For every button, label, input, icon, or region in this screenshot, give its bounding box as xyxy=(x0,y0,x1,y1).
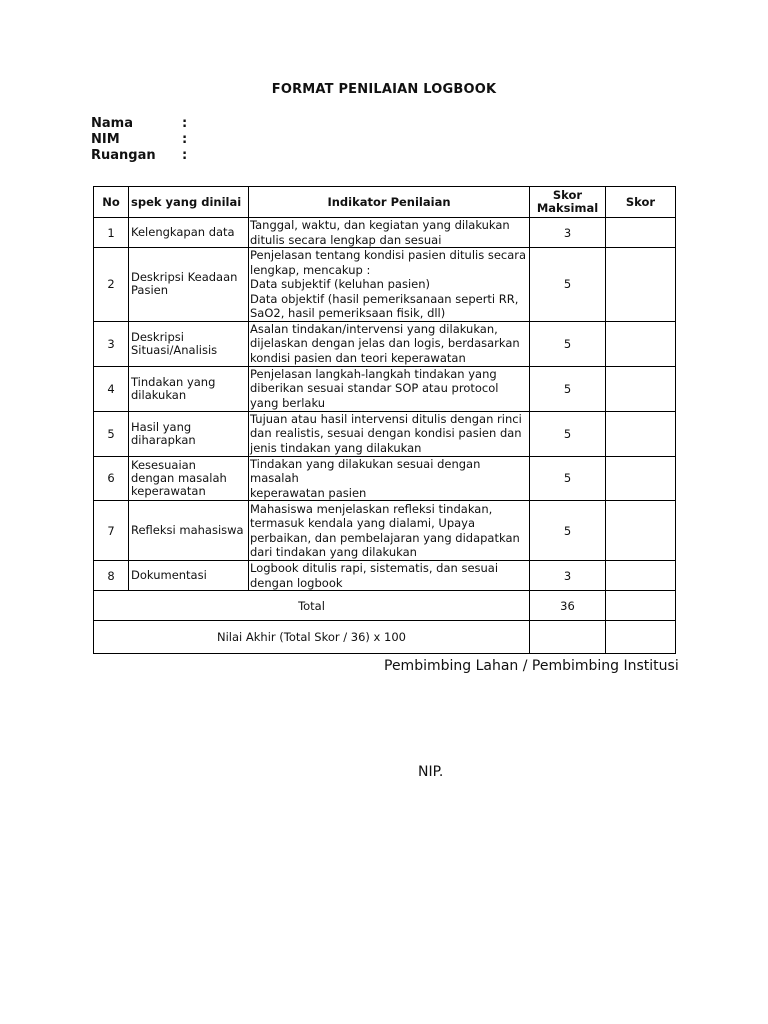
header-no: No xyxy=(94,187,129,218)
identity-row-nama xyxy=(91,116,187,132)
header-skor: Skor xyxy=(606,187,676,218)
indicator-cell xyxy=(249,366,530,411)
indicator-line: Mahasiswa menjelaskan refleksi tindakan, xyxy=(250,501,493,516)
aspect-line: Dokumentasi xyxy=(131,568,207,582)
table-row xyxy=(94,321,676,366)
score-cell[interactable] xyxy=(606,321,676,366)
indicator-cell xyxy=(249,501,530,561)
indicator-cell xyxy=(249,321,530,366)
indicator-line: lengkap, mencakup : xyxy=(250,262,371,277)
indicator-line: kondisi pasien dan teori keperawatan xyxy=(250,350,466,365)
total-row xyxy=(94,591,676,621)
row-number: 6 xyxy=(94,456,129,501)
table-row xyxy=(94,248,676,322)
ruangan-colon: : xyxy=(182,148,188,163)
nim-colon: : xyxy=(182,132,188,147)
identity-block xyxy=(91,116,187,164)
indicator-line: dijelaskan dengan jelas dan logis, berdasarkan xyxy=(250,336,520,351)
total-value: 36 xyxy=(530,591,606,621)
score-cell[interactable] xyxy=(606,218,676,248)
indicator-line: perbaikan, dan pembelajaran yang didapatkan xyxy=(250,530,520,545)
assessment-table xyxy=(93,186,676,654)
header-aspek: spek yang dinilai xyxy=(129,187,249,218)
table-header-row xyxy=(94,187,676,218)
score-cell[interactable] xyxy=(606,561,676,591)
indicator-line: Logbook ditulis rapi, sistematis, dan sesuai xyxy=(250,561,499,575)
aspect-cell xyxy=(129,411,249,456)
row-number: 7 xyxy=(94,501,129,561)
header-skor-maksimal-line2: Maksimal xyxy=(536,201,599,215)
indicator-line: diberikan sesuai standar SOP atau protocol xyxy=(250,381,499,396)
aspect-cell xyxy=(129,366,249,411)
aspect-line: Tindakan yang xyxy=(131,374,216,389)
table-row xyxy=(94,411,676,456)
indicator-line: yang berlaku xyxy=(250,395,326,410)
indicator-line: termasuk kendala yang dialami, Upaya xyxy=(250,516,476,530)
final-score-row xyxy=(94,621,676,654)
indicator-cell xyxy=(249,248,530,322)
row-number: 1 xyxy=(94,218,129,248)
aspect-line: Refleksi mahasiswa xyxy=(131,523,244,537)
nama-colon: : xyxy=(182,116,188,131)
indicator-cell xyxy=(249,456,530,501)
aspect-line: Kesesuaian xyxy=(131,457,196,472)
indicator-line: Tanggal, waktu, dan kegiatan yang dilakukan xyxy=(250,218,510,232)
max-score-cell: 5 xyxy=(530,456,606,501)
row-number: 4 xyxy=(94,366,129,411)
max-score-cell: 3 xyxy=(530,218,606,248)
max-score-cell: 5 xyxy=(530,248,606,322)
aspect-line: Kelengkapan data xyxy=(131,225,235,239)
indicator-cell xyxy=(249,411,530,456)
aspect-cell xyxy=(129,456,249,501)
indicator-line: dari tindakan yang dilakukan xyxy=(250,545,417,559)
row-number: 3 xyxy=(94,321,129,366)
table-row xyxy=(94,561,676,591)
total-score-cell[interactable] xyxy=(606,591,676,621)
row-number: 8 xyxy=(94,561,129,591)
aspect-cell xyxy=(129,218,249,248)
score-cell[interactable] xyxy=(606,501,676,561)
final-score-label: Nilai Akhir (Total Skor / 36) x 100 xyxy=(94,621,530,654)
aspect-cell xyxy=(129,248,249,322)
max-score-cell: 5 xyxy=(530,321,606,366)
score-cell[interactable] xyxy=(606,411,676,456)
indicator-line: Data subjektif (keluhan pasien) xyxy=(250,277,430,291)
max-score-cell: 3 xyxy=(530,561,606,591)
score-cell[interactable] xyxy=(606,456,676,501)
aspect-line: Situasi/Analisis xyxy=(131,342,218,357)
max-score-cell: 5 xyxy=(530,366,606,411)
table-row xyxy=(94,501,676,561)
aspect-line: diharapkan xyxy=(131,432,196,447)
aspect-cell xyxy=(129,561,249,591)
indicator-line: ditulis secara lengkap dan sesuai xyxy=(250,232,442,247)
indicator-line: SaO2, hasil pemeriksaan fisik, dll) xyxy=(250,306,446,320)
indicator-line: jenis tindakan yang dilakukan xyxy=(250,440,422,455)
max-score-cell: 5 xyxy=(530,501,606,561)
identity-row-nim xyxy=(91,132,187,148)
nip-label: NIP. xyxy=(418,764,444,780)
aspect-line: Deskripsi xyxy=(131,329,184,344)
score-cell[interactable] xyxy=(606,366,676,411)
nama-label: Nama xyxy=(91,116,133,131)
final-score-cell[interactable] xyxy=(606,621,676,654)
nim-label: NIM xyxy=(91,132,120,147)
indicator-line: dengan logbook xyxy=(250,575,343,590)
identity-row-ruangan xyxy=(91,148,187,164)
indicator-line: Asalan tindakan/intervensi yang dilakukan, xyxy=(250,321,498,336)
table-row xyxy=(94,218,676,248)
table-row xyxy=(94,366,676,411)
aspect-line: Pasien xyxy=(131,283,169,298)
indicator-line: keperawatan pasien xyxy=(250,485,367,500)
indicator-line: dan realistis, sesuai dengan kondisi pasien dan xyxy=(250,426,522,441)
header-skor-maksimal xyxy=(530,187,606,218)
table-row xyxy=(94,456,676,501)
aspect-line: keperawatan xyxy=(131,483,206,498)
header-indikator: Indikator Penilaian xyxy=(249,187,530,218)
signer-role: Pembimbing Lahan / Pembimbing Institusi xyxy=(384,658,679,674)
header-skor-maksimal-line1: Skor xyxy=(552,188,583,202)
indicator-line: Tujuan atau hasil intervensi ditulis dengan rinci xyxy=(250,411,522,426)
indicator-line: Penjelasan tentang kondisi pasien ditulis secara xyxy=(250,248,527,262)
aspect-line: Deskripsi Keadaan xyxy=(131,270,238,285)
final-max-cell xyxy=(530,621,606,654)
max-score-cell: 5 xyxy=(530,411,606,456)
indicator-cell xyxy=(249,218,530,248)
aspect-cell xyxy=(129,501,249,561)
total-label: Total xyxy=(94,591,530,621)
table-body xyxy=(94,218,676,591)
indicator-line: Data objektif (hasil pemeriksanaan seperti RR, xyxy=(250,291,519,306)
indicator-line: Tindakan yang dilakukan sesuai dengan masalah xyxy=(250,456,481,485)
indicator-cell xyxy=(249,561,530,591)
aspect-cell xyxy=(129,321,249,366)
score-cell[interactable] xyxy=(606,248,676,322)
row-number: 5 xyxy=(94,411,129,456)
aspect-line: Hasil yang xyxy=(131,419,192,434)
page-title: FORMAT PENILAIAN LOGBOOK xyxy=(271,82,497,97)
ruangan-label: Ruangan xyxy=(91,148,156,163)
row-number: 2 xyxy=(94,248,129,322)
aspect-line: dilakukan xyxy=(131,387,187,402)
aspect-line: dengan masalah xyxy=(131,470,227,485)
indicator-line: Penjelasan langkah-langkah tindakan yang xyxy=(250,366,497,381)
